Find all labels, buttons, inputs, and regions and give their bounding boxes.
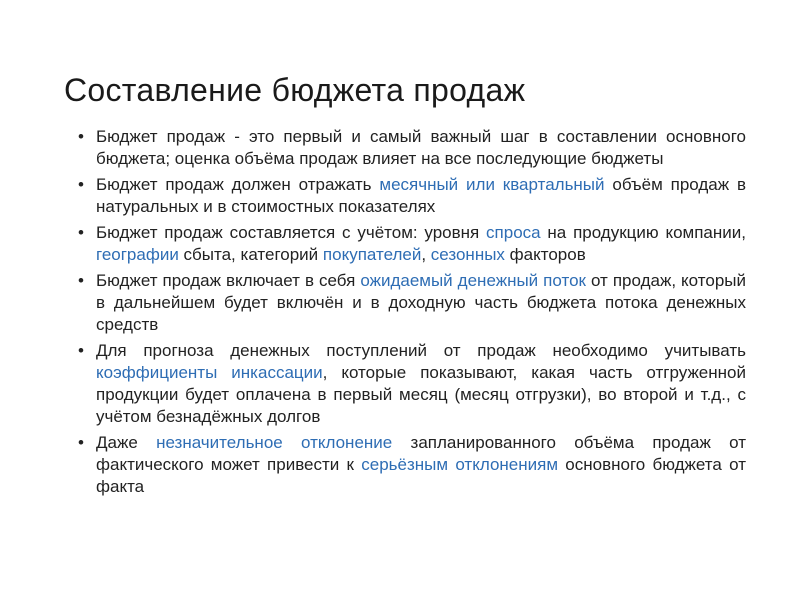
bullet-item (78, 126, 746, 170)
bullet-text: факторов (504, 245, 586, 264)
highlighted-term: незначительное отклонение (156, 433, 393, 452)
bullet-text: Даже (96, 433, 157, 452)
slide-title: Составление бюджета продаж (64, 72, 526, 108)
highlighted-term: коэффициенты инкассации (96, 363, 323, 382)
highlighted-term: серьёзным отклонениям (361, 455, 559, 474)
bullet-text: Бюджет продаж - это первый и самый важный шаг в составлении основного бюджета; оценка объёма продаж влияет на все последующие бюджеты (96, 127, 746, 168)
bullet-text: Бюджет продаж включает в себя (96, 271, 361, 290)
bullet-text: запланированного объёма продаж от фактического может привести к (96, 433, 746, 474)
bullet-text: объём продаж в натуральных и в стоимостных показателях (96, 175, 746, 216)
bullet-list (78, 126, 746, 502)
bullet-item (78, 432, 746, 498)
bullet-text: Бюджет продаж должен отражать (96, 175, 380, 194)
bullet-item (78, 270, 746, 336)
highlighted-term: покупателей (322, 245, 422, 264)
bullet-text: сбыта, категорий (178, 245, 323, 264)
bullet-item (78, 340, 746, 428)
bullet-text: Для прогноза денежных поступлений от продаж необходимо учитывать (96, 341, 746, 360)
bullet-text: от продаж, который в дальнейшем будет включён и в доходную часть бюджета потока денежных средств (96, 271, 746, 334)
highlighted-term: спроса (486, 223, 541, 242)
bullet-text: на продукцию компании, (540, 223, 746, 242)
highlighted-term: географии (96, 245, 179, 264)
highlighted-term: ожидаемый денежный поток (360, 271, 586, 290)
bullet-item (78, 222, 746, 266)
bullet-text: Бюджет продаж составляется с учётом: уровня (96, 223, 487, 242)
bullet-text: , (421, 245, 431, 264)
bullet-text: , которые показывают, какая часть отгруженной продукции будет оплачена в первый месяц (месяц отгрузки), во второй и т.д., с учётом безнадёжных долгов (96, 363, 746, 426)
bullet-text: основного бюджета от факта (96, 455, 746, 496)
bullet-item (78, 174, 746, 218)
highlighted-term: месячный или квартальный (379, 175, 605, 194)
highlighted-term: сезонных (430, 245, 505, 264)
